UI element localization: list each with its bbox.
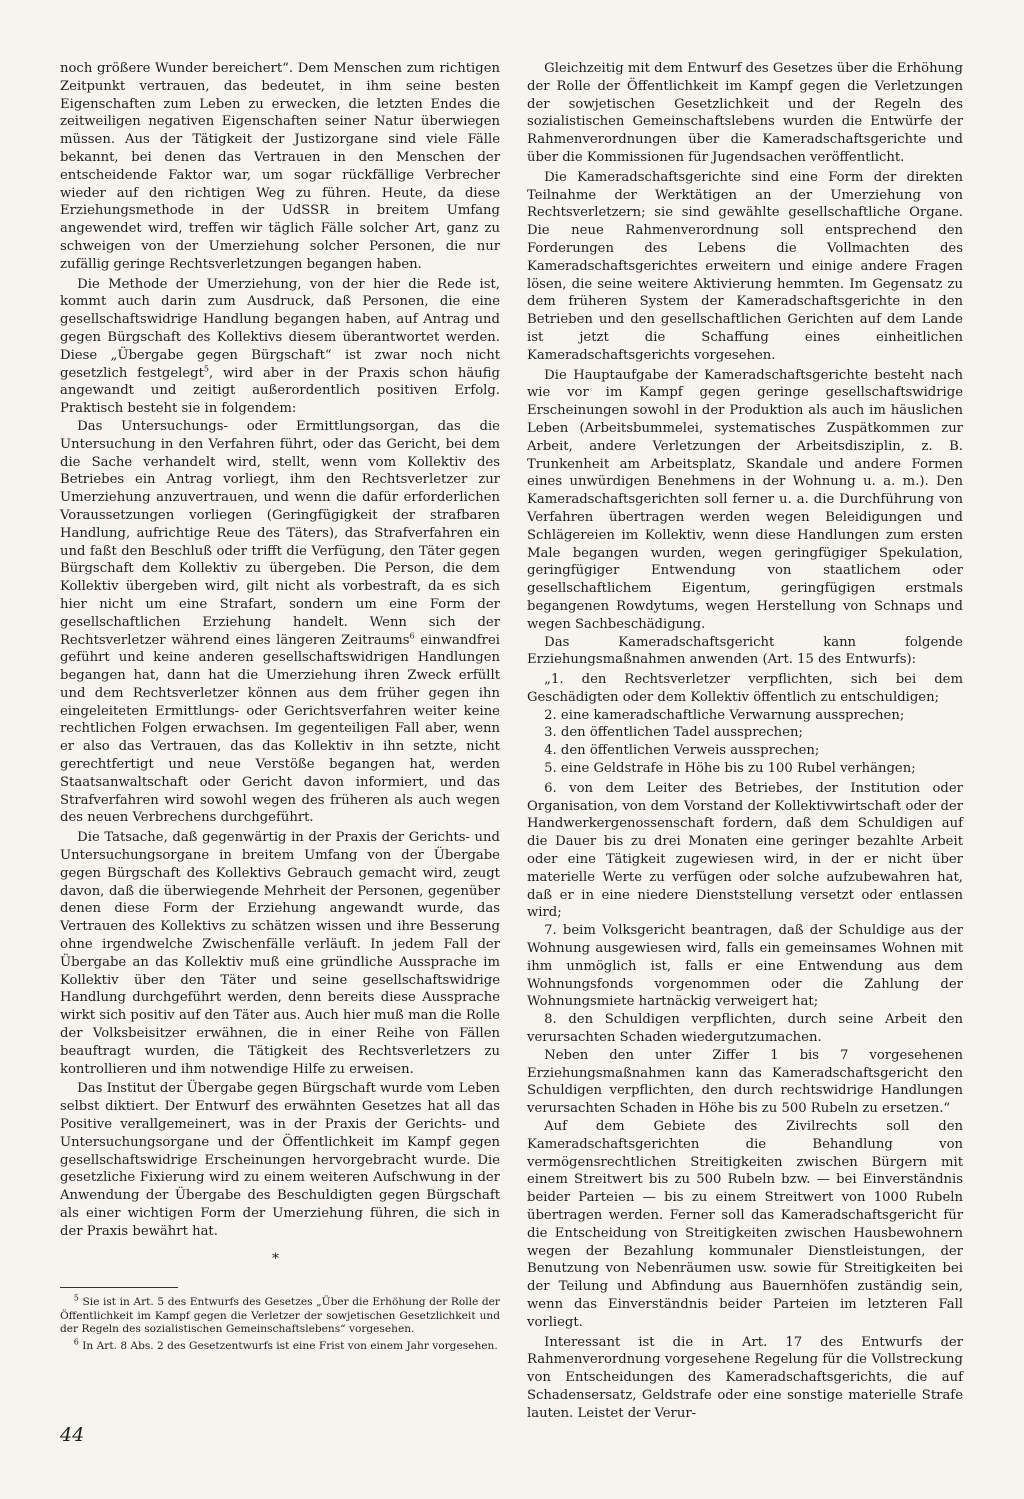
paragraph: Die Hauptaufgabe der Kameradschaftsgerichte besteht nach wie vor im Kampf gegen geringe gesellschaftswidrige Erscheinungen sowohl in der Produktion als auch im häuslichen Leben (Arbeitsbummelei, systematisches Zuspätkommen zur Arbeit, andere Verletzungen der Arbeitsdisziplin, z. B. Trunkenheit am Arbeitsplatz, Skandale und andere Formen eines unwürdigen Benehmens in der Wohnung u. a. m.). Den Kameradschaftsgerichten soll ferner u. a. die Durchführung von Verfahren übertragen werden wegen Beleidigungen und Schlägereien im Kollektiv, wenn diese Handlungen zum ersten Male begangen wurden, wegen geringfügiger Spekulation, geringfügiger Entwendung von staatlichem oder gesellschaftlichem Eigentum, geringfügigen erstmals begangenen Rowdytums, wegen Herstellung von Schnaps und wegen Sachbeschädigung. <box>527 367 963 632</box>
paragraph: Die Tatsache, daß gegenwärtig in der Praxis der Gerichts- und Untersuchungsorgane in breitem Umfang von der Übergabe gegen Bürgschaft des Kollektivs Gebrauch gemacht wird, zeugt davon, daß die überwiegende Mehrheit der Personen, gegenüber denen diese Form der Erziehung angewandt wurde, das Vertrauen des Kollektivs zu schätzen wissen und ihre Besserung ohne irgendwelche Zwischenfälle verläuft. In jedem Fall der Übergabe an das Kollektiv muß eine gründliche Aussprache im Kollektiv über den Täter und seine gesellschaftswidrige Handlung durchgeführt werden, denn bereits diese Aussprache wirkt sich positiv auf den Täter aus. Auch hier muß man die Rolle der Volksbeisitzer erwähnen, die in einer Reihe von Fällen beauftragt wurden, die Tätigkeit des Rechtsverletzers zu kontrollieren und ihm notwendige Hilfe zu erweisen. <box>60 830 500 1077</box>
paragraph-text: Die Methode der Umerziehung, von der hier die Rede ist, kommt auch darin zum Ausdruck, daß Personen, die eine gesellschaftswidrige Handlung begangen haben, auf Antrag und gegen Bürgschaft des Kollektivs diesem überantwortet werden. Diese „Übergabe gegen Bürgschaft“ ist zwar noch nicht gesetzlich festgelegt <box>60 276 500 381</box>
footnote-text: Sie ist in Art. 5 des Entwurfs des Gesetzes „Über die Erhöhung der Rolle der Öffentlichkeit im Kampf gegen die Verletzer der sowjetischen Gesetzlichkeit und der Regeln des sozialistischen Gemeinschaftslebens“ vorgesehen. <box>60 1296 500 1336</box>
footnote-ref: 5 <box>203 364 209 374</box>
paragraph <box>60 418 500 827</box>
paragraph: noch größere Wunder bereichert“. Dem Menschen zum richtigen Zeitpunkt vertrauen, das bedeutet, in ihm seine besten Eigenschaften zum Leben zu erwecken, die letzten Endes die zeitweiligen negativen Eigenschaften seiner Natur überwiegen müssen. Aus der Tätigkeit der Justizorgane sind viele Fälle bekannt, bei denen das Vertrauen in den Menschen der entscheidende Faktor war, um sogar rückfällige Verbrecher wieder auf den richtigen Weg zu führen. Heute, da diese Erziehungsmethode in der UdSSR in breitem Umfang angewendet wird, treffen wir täglich Fälle solcher Art, ganz zu schweigen von der Umerziehung solcher Personen, die nur zufällig geringe Rechtsverletzungen begangen haben. <box>60 61 500 272</box>
paragraph: Neben den unter Ziffer 1 bis 7 vorgesehenen Erziehungsmaßnahmen kann das Kameradschaftsgericht den Schuldigen verpflichten, den durch rechtswidrige Handlungen verursachten Schaden in Höhe bis zu 500 Rubeln zu ersetzen.“ <box>527 1047 963 1117</box>
paragraph-text: einwandfrei geführt und keine anderen gesellschaftswidrigen Handlungen begangen hat, dann hat die Umerziehung ihren Zweck erfüllt und dem Rechtsverletzer können aus dem früher gegen ihn eingeleiteten Ermittlungs- oder Gerichtsverfahren weiter keine rechtlichen Folgen erwachsen. Im gegenteiligen Fall aber, wenn er also das Vertrauen, das das Kollektiv in ihn setzte, nicht gerechtfertigt und neue Verstöße begangen hat, werden Staatsanwaltschaft oder Gericht davon informiert, und das Strafverfahren wird sowohl wegen des früheren als auch wegen des neuen Verbrechens durchgeführt. <box>60 632 501 826</box>
footnote-number: 5 <box>73 1293 79 1303</box>
paragraph <box>60 276 500 418</box>
page-number: 44 <box>60 1424 85 1446</box>
paragraph-text: , wird aber in der Praxis schon häufig angewandt und zeitigt außerordentlich positiven Erfolg. Praktisch besteht sie in folgendem: <box>60 365 500 417</box>
list-item: 6. von dem Leiter des Betriebes, der Institution oder Organisation, von dem Vorstand der Kollektivwirtschaft oder der Handwerkergenossenschaft fordern, daß dem Schuldigen auf die Dauer bis zu drei Monaten eine geringer bezahlte Arbeit oder eine Tätigkeit zugewiesen wird, in der er nicht über materielle Werte zu verfügen oder solche aufzubewahren hat, daß er in eine niedere Dienststellung versetzt oder entlassen wird; <box>527 780 963 921</box>
list-item: 5. eine Geldstrafe in Höhe bis zu 100 Rubel verhängen; <box>544 761 916 777</box>
footnotes <box>60 1287 500 1356</box>
list-item: 4. den öffentlichen Verweis aussprechen; <box>544 743 820 759</box>
list-item: 8. den Schuldigen verpflichten, durch seine Arbeit den verursachten Schaden wiedergutzumachen. <box>527 1012 963 1046</box>
left-column <box>60 60 500 1241</box>
paragraph: Auf dem Gebiete des Zivilrechts soll den Kameradschaftsgerichten die Behandlung von vermögensrechtlichen Streitigkeiten zwischen Bürgern mit einem Streitwert bis zu 500 Rubeln bzw. — bei Einverständnis beider Parteien — bis zu einem Streitwert von 1000 Rubeln übertragen werden. Ferner soll das Kameradschaftsgericht für die Entscheidung von Streitigkeiten zwischen Hausbewohnern wegen der Bezahlung kommunaler Dienstleistungen, der Benutzung von Nebenräumen usw. sowie für Streitigkeiten bei der Teilung und Abfindung aus Bauernhöfen zuständig sein, wenn das Einverständnis beider Parteien im letzteren Fall vorliegt. <box>527 1119 963 1330</box>
footnote-ref: 6 <box>409 631 415 641</box>
list-item: 2. eine kameradschaftliche Verwarnung aussprechen; <box>544 707 905 723</box>
paragraph-text: Das Untersuchungs- oder Ermittlungsorgan, das die Untersuchung in den Verfahren führt, oder das Gericht, bei dem die Sache verhandelt wird, stellt, wenn vom Kollektiv des Betriebes ein Antrag vorliegt, ihm den Rechtsverletzer zur Umerziehung anzuvertrauen, und wenn die dafür erforderlichen Voraussetzungen vorliegen (Geringfügigkeit der strafbaren Handlung, aufrichtige Reue des Täters), das Strafverfahren ein und faßt den Beschluß oder trifft die Verfügung, den Täter gegen Bürgschaft dem Kollektiv zu übergeben. Die Person, die dem Kollektiv übergeben wird, gilt nicht als vorbestraft, da es sich hier nicht um eine Strafart, sondern um eine Form der gesellschaftlichen Erziehung handelt. Wenn sich der Rechtsverletzer während eines längeren Zeitraums <box>60 418 500 648</box>
section-separator: * <box>272 1251 279 1267</box>
footnote-text: In Art. 8 Abs. 2 des Gesetzentwurfs ist eine Frist von einem Jahr vorgesehen. <box>82 1339 498 1352</box>
paragraph: Das Kameradschaftsgericht kann folgende Erziehungsmaßnahmen anwenden (Art. 15 des Entwurfs): <box>527 634 963 668</box>
footnote <box>60 1293 500 1337</box>
paragraph: Das Institut der Übergabe gegen Bürgschaft wurde vom Leben selbst diktiert. Der Entwurf des erwähnten Gesetzes hat all das Positive verallgemeinert, was in der Praxis der Gerichts- und Untersuchungsorgane und der Öffentlichkeit im Kampf gegen gesellschaftswidrige Erscheinungen hervorgebracht wurde. Die gesetzliche Fixierung wird zu einem weiteren Aufschwung in der Anwendung der Übergabe des Beschuldigten gegen Bürgschaft als einer wichtigen Form der Umerziehung führen, die sich in der Praxis bewährt hat. <box>60 1081 500 1239</box>
list-item: 7. beim Volksgericht beantragen, daß der Schuldige aus der Wohnung ausgewiesen wird, falls ein gemeinsames Wohnen mit ihm unmöglich ist, falls er eine Entwendung aus dem Wohnungsfonds vorgenommen oder die Zahlung der Wohnungsmiete hartnäckig verweigert hat; <box>527 923 963 1010</box>
right-column <box>527 60 963 1423</box>
footnote <box>60 1337 500 1354</box>
footnote-rule <box>60 1287 178 1288</box>
paragraph: Interessant ist die in Art. 17 des Entwurfs der Rahmenverordnung vorgesehene Regelung für die Vollstreckung von Entscheidungen des Kameradschaftsgerichts, die auf Schadensersatz, Geldstrafe oder eine sonstige materielle Strafe lauten. Leistet der Verur- <box>527 1334 963 1421</box>
list-item: 3. den öffentlichen Tadel aussprechen; <box>544 725 803 741</box>
paragraph: Die Kameradschaftsgerichte sind eine Form der direkten Teilnahme der Werktätigen an der Umerziehung von Rechtsverletzern; sie sind gewählte gesellschaftliche Organe. Die neue Rahmenverordnung soll entsprechend den Forderungen des Lebens die Vollmachten des Kameradschaftsgerichtes erweitern und einige andere Fragen lösen, die seine weitere Aktivierung hemmten. Im Gegensatz zu dem früheren System der Kameradschaftsgerichte in den Betrieben und den gesellschaftlichen Gerichten auf dem Lande ist jetzt die Schaffung eines einheitlichen Kameradschaftsgerichts vorgesehen. <box>527 169 963 363</box>
footnote-number: 6 <box>73 1337 79 1347</box>
paragraph: Gleichzeitig mit dem Entwurf des Gesetzes über die Erhöhung der Rolle der Öffentlichkeit im Kampf gegen die Verletzungen der sowjetischen Gesetzlichkeit und der Regeln des sozialistischen Gemeinschaftslebens wurden die Entwürfe der Rahmenverordnungen über die Kameradschaftsgerichte und über die Kommissionen für Jugendsachen veröffentlicht. <box>527 61 963 165</box>
list-item: „1. den Rechtsverletzer verpflichten, sich bei dem Geschädigten oder dem Kollektiv öffentlich zu entschuldigen; <box>527 672 963 705</box>
